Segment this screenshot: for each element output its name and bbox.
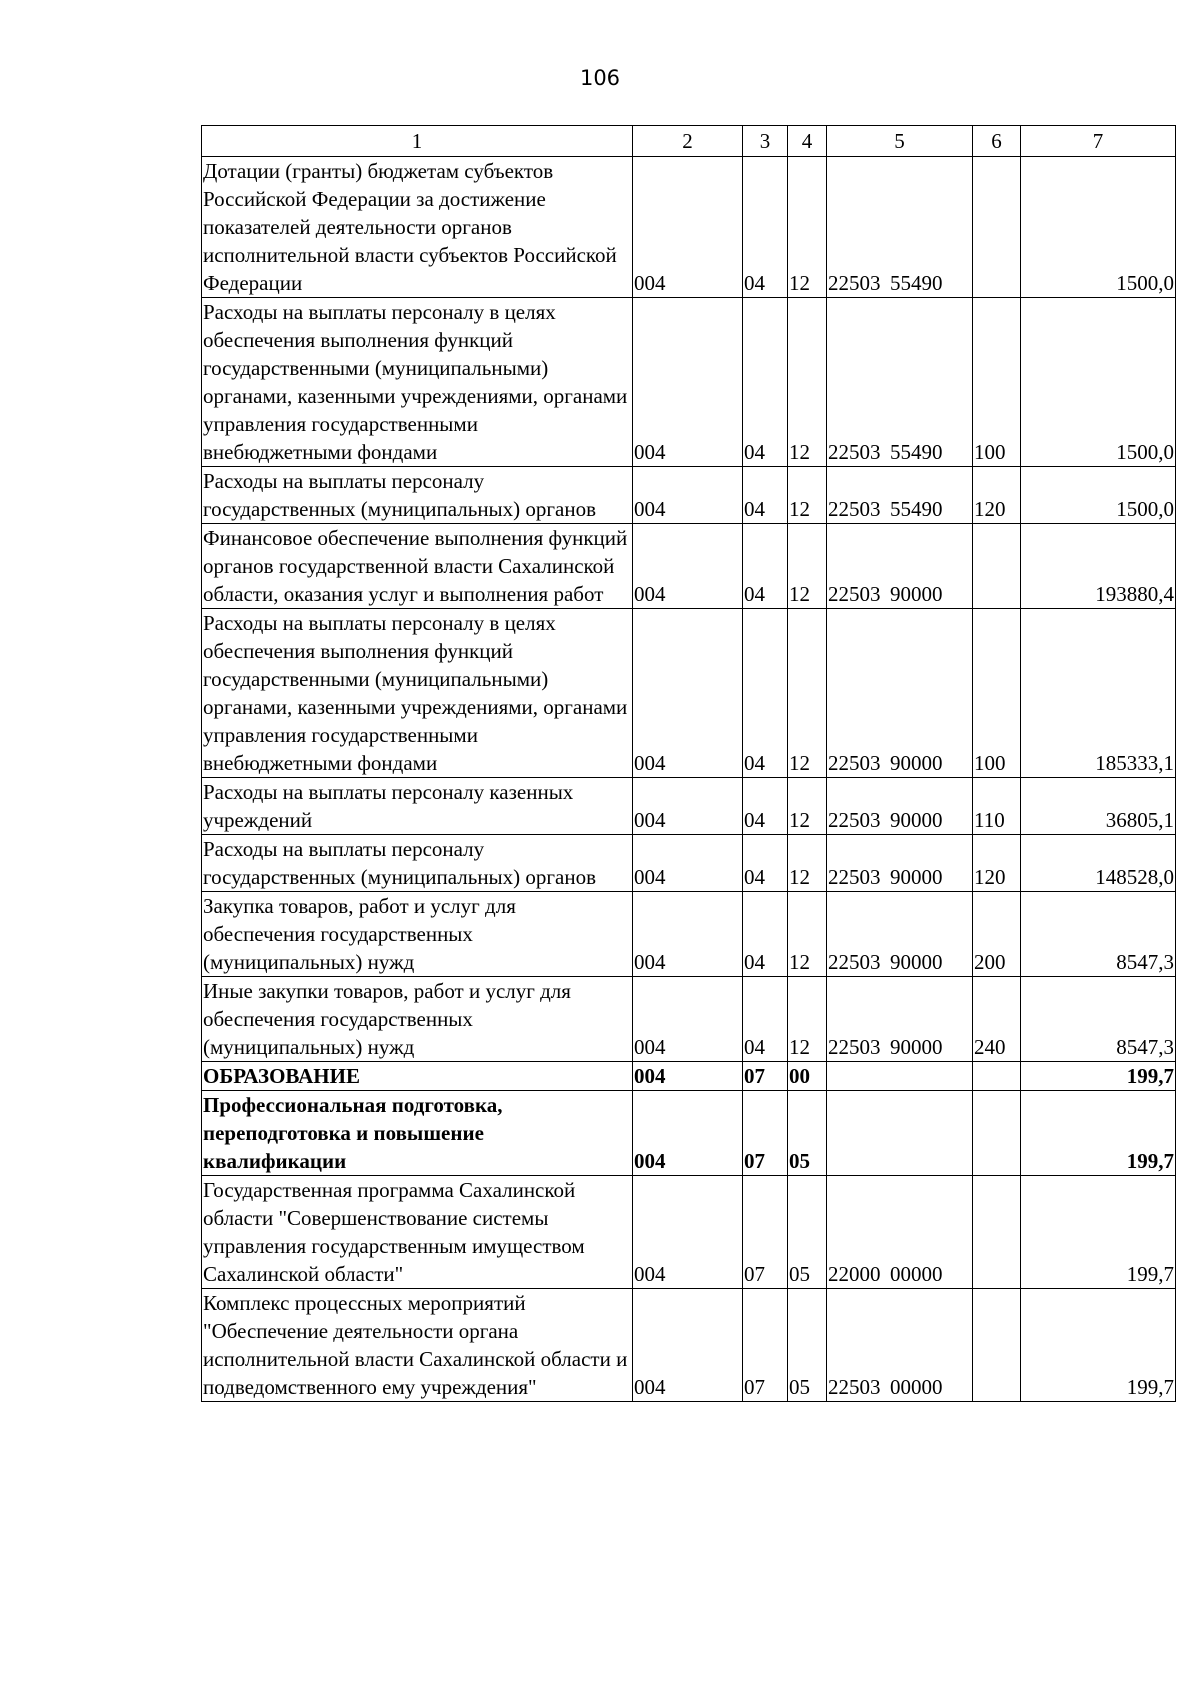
target-article-program: 22503 [828, 1035, 881, 1059]
row-section: 04 [743, 835, 788, 892]
target-article-direction: 00000 [890, 1262, 943, 1286]
row-amount: 8547,3 [1021, 892, 1176, 977]
row-target-article [827, 524, 973, 609]
column-header-7: 7 [1021, 126, 1176, 157]
target-article-direction: 55490 [890, 440, 943, 464]
budget-table [201, 125, 1176, 1402]
row-section: 07 [743, 1091, 788, 1176]
row-subsection: 12 [788, 835, 827, 892]
row-expense-type: 100 [973, 298, 1021, 467]
target-article-program: 22503 [828, 582, 881, 606]
row-grbs: 004 [633, 524, 743, 609]
row-target-article [827, 609, 973, 778]
column-header-4: 4 [788, 126, 827, 157]
row-target-article [827, 1062, 973, 1091]
target-article-program: 22000 [828, 1262, 881, 1286]
row-section: 04 [743, 298, 788, 467]
table-row [202, 157, 1176, 298]
row-subsection: 12 [788, 524, 827, 609]
row-expense-type [973, 1289, 1021, 1402]
row-expense-type [973, 1062, 1021, 1091]
target-article-direction: 55490 [890, 271, 943, 295]
row-subsection: 00 [788, 1062, 827, 1091]
target-article-direction: 90000 [890, 582, 943, 606]
row-subsection: 05 [788, 1176, 827, 1289]
target-article-direction: 90000 [890, 808, 943, 832]
row-amount: 148528,0 [1021, 835, 1176, 892]
target-article-program: 22503 [828, 497, 881, 521]
row-amount: 36805,1 [1021, 778, 1176, 835]
row-section: 07 [743, 1289, 788, 1402]
row-target-article [827, 892, 973, 977]
table-row [202, 977, 1176, 1062]
row-subsection: 05 [788, 1091, 827, 1176]
row-subsection: 12 [788, 977, 827, 1062]
row-target-article [827, 1289, 973, 1402]
row-target-article [827, 298, 973, 467]
table-row [202, 467, 1176, 524]
row-grbs: 004 [633, 778, 743, 835]
table-row [202, 609, 1176, 778]
row-target-article [827, 977, 973, 1062]
row-name: Расходы на выплаты персоналу в целях обеспечения выполнения функций государственными (муниципальными) органами, казенными учреждениями, органами управления государственными внебюджетными фондами [202, 298, 633, 467]
row-name: Иные закупки товаров, работ и услуг для обеспечения государственных (муниципальных) нужд [202, 977, 633, 1062]
table-header-row [202, 126, 1176, 157]
row-name: Дотации (гранты) бюджетам субъектов Российской Федерации за достижение показателей деятельности органов исполнительной власти субъектов Российской Федерации [202, 157, 633, 298]
row-name: Закупка товаров, работ и услуг для обеспечения государственных (муниципальных) нужд [202, 892, 633, 977]
row-amount: 199,7 [1021, 1062, 1176, 1091]
row-section: 04 [743, 157, 788, 298]
row-expense-type [973, 1176, 1021, 1289]
row-name: Профессиональная подготовка, переподготовка и повышение квалификации [202, 1091, 633, 1176]
row-name: Расходы на выплаты персоналу государственных (муниципальных) органов [202, 467, 633, 524]
row-section: 04 [743, 524, 788, 609]
target-article-program: 22503 [828, 751, 881, 775]
row-subsection: 12 [788, 467, 827, 524]
row-grbs: 004 [633, 892, 743, 977]
target-article-program: 22503 [828, 1375, 881, 1399]
row-section: 04 [743, 778, 788, 835]
target-article-direction: 90000 [890, 1035, 943, 1059]
row-target-article [827, 1176, 973, 1289]
row-expense-type [973, 524, 1021, 609]
row-subsection: 12 [788, 892, 827, 977]
row-target-article [827, 778, 973, 835]
column-header-2: 2 [633, 126, 743, 157]
target-article-direction: 90000 [890, 865, 943, 889]
row-name: ОБРАЗОВАНИЕ [202, 1062, 633, 1091]
row-subsection: 12 [788, 609, 827, 778]
row-subsection: 12 [788, 157, 827, 298]
row-section: 04 [743, 467, 788, 524]
target-article-program: 22503 [828, 271, 881, 295]
row-grbs: 004 [633, 1176, 743, 1289]
row-expense-type [973, 157, 1021, 298]
row-grbs: 004 [633, 1091, 743, 1176]
row-subsection: 12 [788, 778, 827, 835]
row-grbs: 004 [633, 157, 743, 298]
row-name: Финансовое обеспечение выполнения функций органов государственной власти Сахалинской области, оказания услуг и выполнения работ [202, 524, 633, 609]
row-target-article [827, 835, 973, 892]
row-section: 04 [743, 977, 788, 1062]
row-amount: 199,7 [1021, 1091, 1176, 1176]
row-amount: 1500,0 [1021, 157, 1176, 298]
row-subsection: 05 [788, 1289, 827, 1402]
row-grbs: 004 [633, 977, 743, 1062]
row-name: Расходы на выплаты персоналу в целях обеспечения выполнения функций государственными (муниципальными) органами, казенными учреждениями, органами управления государственными внебюджетными фондами [202, 609, 633, 778]
row-amount: 193880,4 [1021, 524, 1176, 609]
row-expense-type: 240 [973, 977, 1021, 1062]
row-expense-type: 120 [973, 835, 1021, 892]
row-amount: 199,7 [1021, 1176, 1176, 1289]
column-header-1: 1 [202, 126, 633, 157]
target-article-direction: 55490 [890, 497, 943, 521]
table-row [202, 524, 1176, 609]
row-target-article [827, 1091, 973, 1176]
row-amount: 1500,0 [1021, 298, 1176, 467]
row-section: 07 [743, 1062, 788, 1091]
row-expense-type: 100 [973, 609, 1021, 778]
row-grbs: 004 [633, 1062, 743, 1091]
row-expense-type: 110 [973, 778, 1021, 835]
row-expense-type: 200 [973, 892, 1021, 977]
table-body [202, 157, 1176, 1402]
row-expense-type: 120 [973, 467, 1021, 524]
row-grbs: 004 [633, 835, 743, 892]
table-row [202, 892, 1176, 977]
row-grbs: 004 [633, 298, 743, 467]
target-article-direction: 90000 [890, 950, 943, 974]
row-expense-type [973, 1091, 1021, 1176]
target-article-program: 22503 [828, 865, 881, 889]
table-row [202, 778, 1176, 835]
column-header-3: 3 [743, 126, 788, 157]
row-grbs: 004 [633, 609, 743, 778]
target-article-program: 22503 [828, 950, 881, 974]
target-article-program: 22503 [828, 440, 881, 464]
row-amount: 8547,3 [1021, 977, 1176, 1062]
table-row [202, 1091, 1176, 1176]
row-target-article [827, 157, 973, 298]
row-section: 04 [743, 892, 788, 977]
table-row [202, 1176, 1176, 1289]
row-amount: 1500,0 [1021, 467, 1176, 524]
table-row [202, 835, 1176, 892]
row-amount: 185333,1 [1021, 609, 1176, 778]
target-article-direction: 90000 [890, 751, 943, 775]
row-amount: 199,7 [1021, 1289, 1176, 1402]
row-grbs: 004 [633, 1289, 743, 1402]
column-header-6: 6 [973, 126, 1021, 157]
table-row [202, 298, 1176, 467]
row-name: Расходы на выплаты персоналу казенных учреждений [202, 778, 633, 835]
row-section: 04 [743, 609, 788, 778]
row-name: Расходы на выплаты персоналу государственных (муниципальных) органов [202, 835, 633, 892]
page-number: 106 [579, 66, 621, 90]
row-target-article [827, 467, 973, 524]
row-name: Государственная программа Сахалинской области "Совершенствование системы управления государственным имуществом Сахалинской области" [202, 1176, 633, 1289]
table-row [202, 1289, 1176, 1402]
column-header-5: 5 [827, 126, 973, 157]
row-name: Комплекс процессных мероприятий "Обеспечение деятельности органа исполнительной власти Сахалинской области и подведомственного ему учреждения" [202, 1289, 633, 1402]
row-subsection: 12 [788, 298, 827, 467]
target-article-program: 22503 [828, 808, 881, 832]
target-article-direction: 00000 [890, 1375, 943, 1399]
row-section: 07 [743, 1176, 788, 1289]
row-grbs: 004 [633, 467, 743, 524]
table-row [202, 1062, 1176, 1091]
